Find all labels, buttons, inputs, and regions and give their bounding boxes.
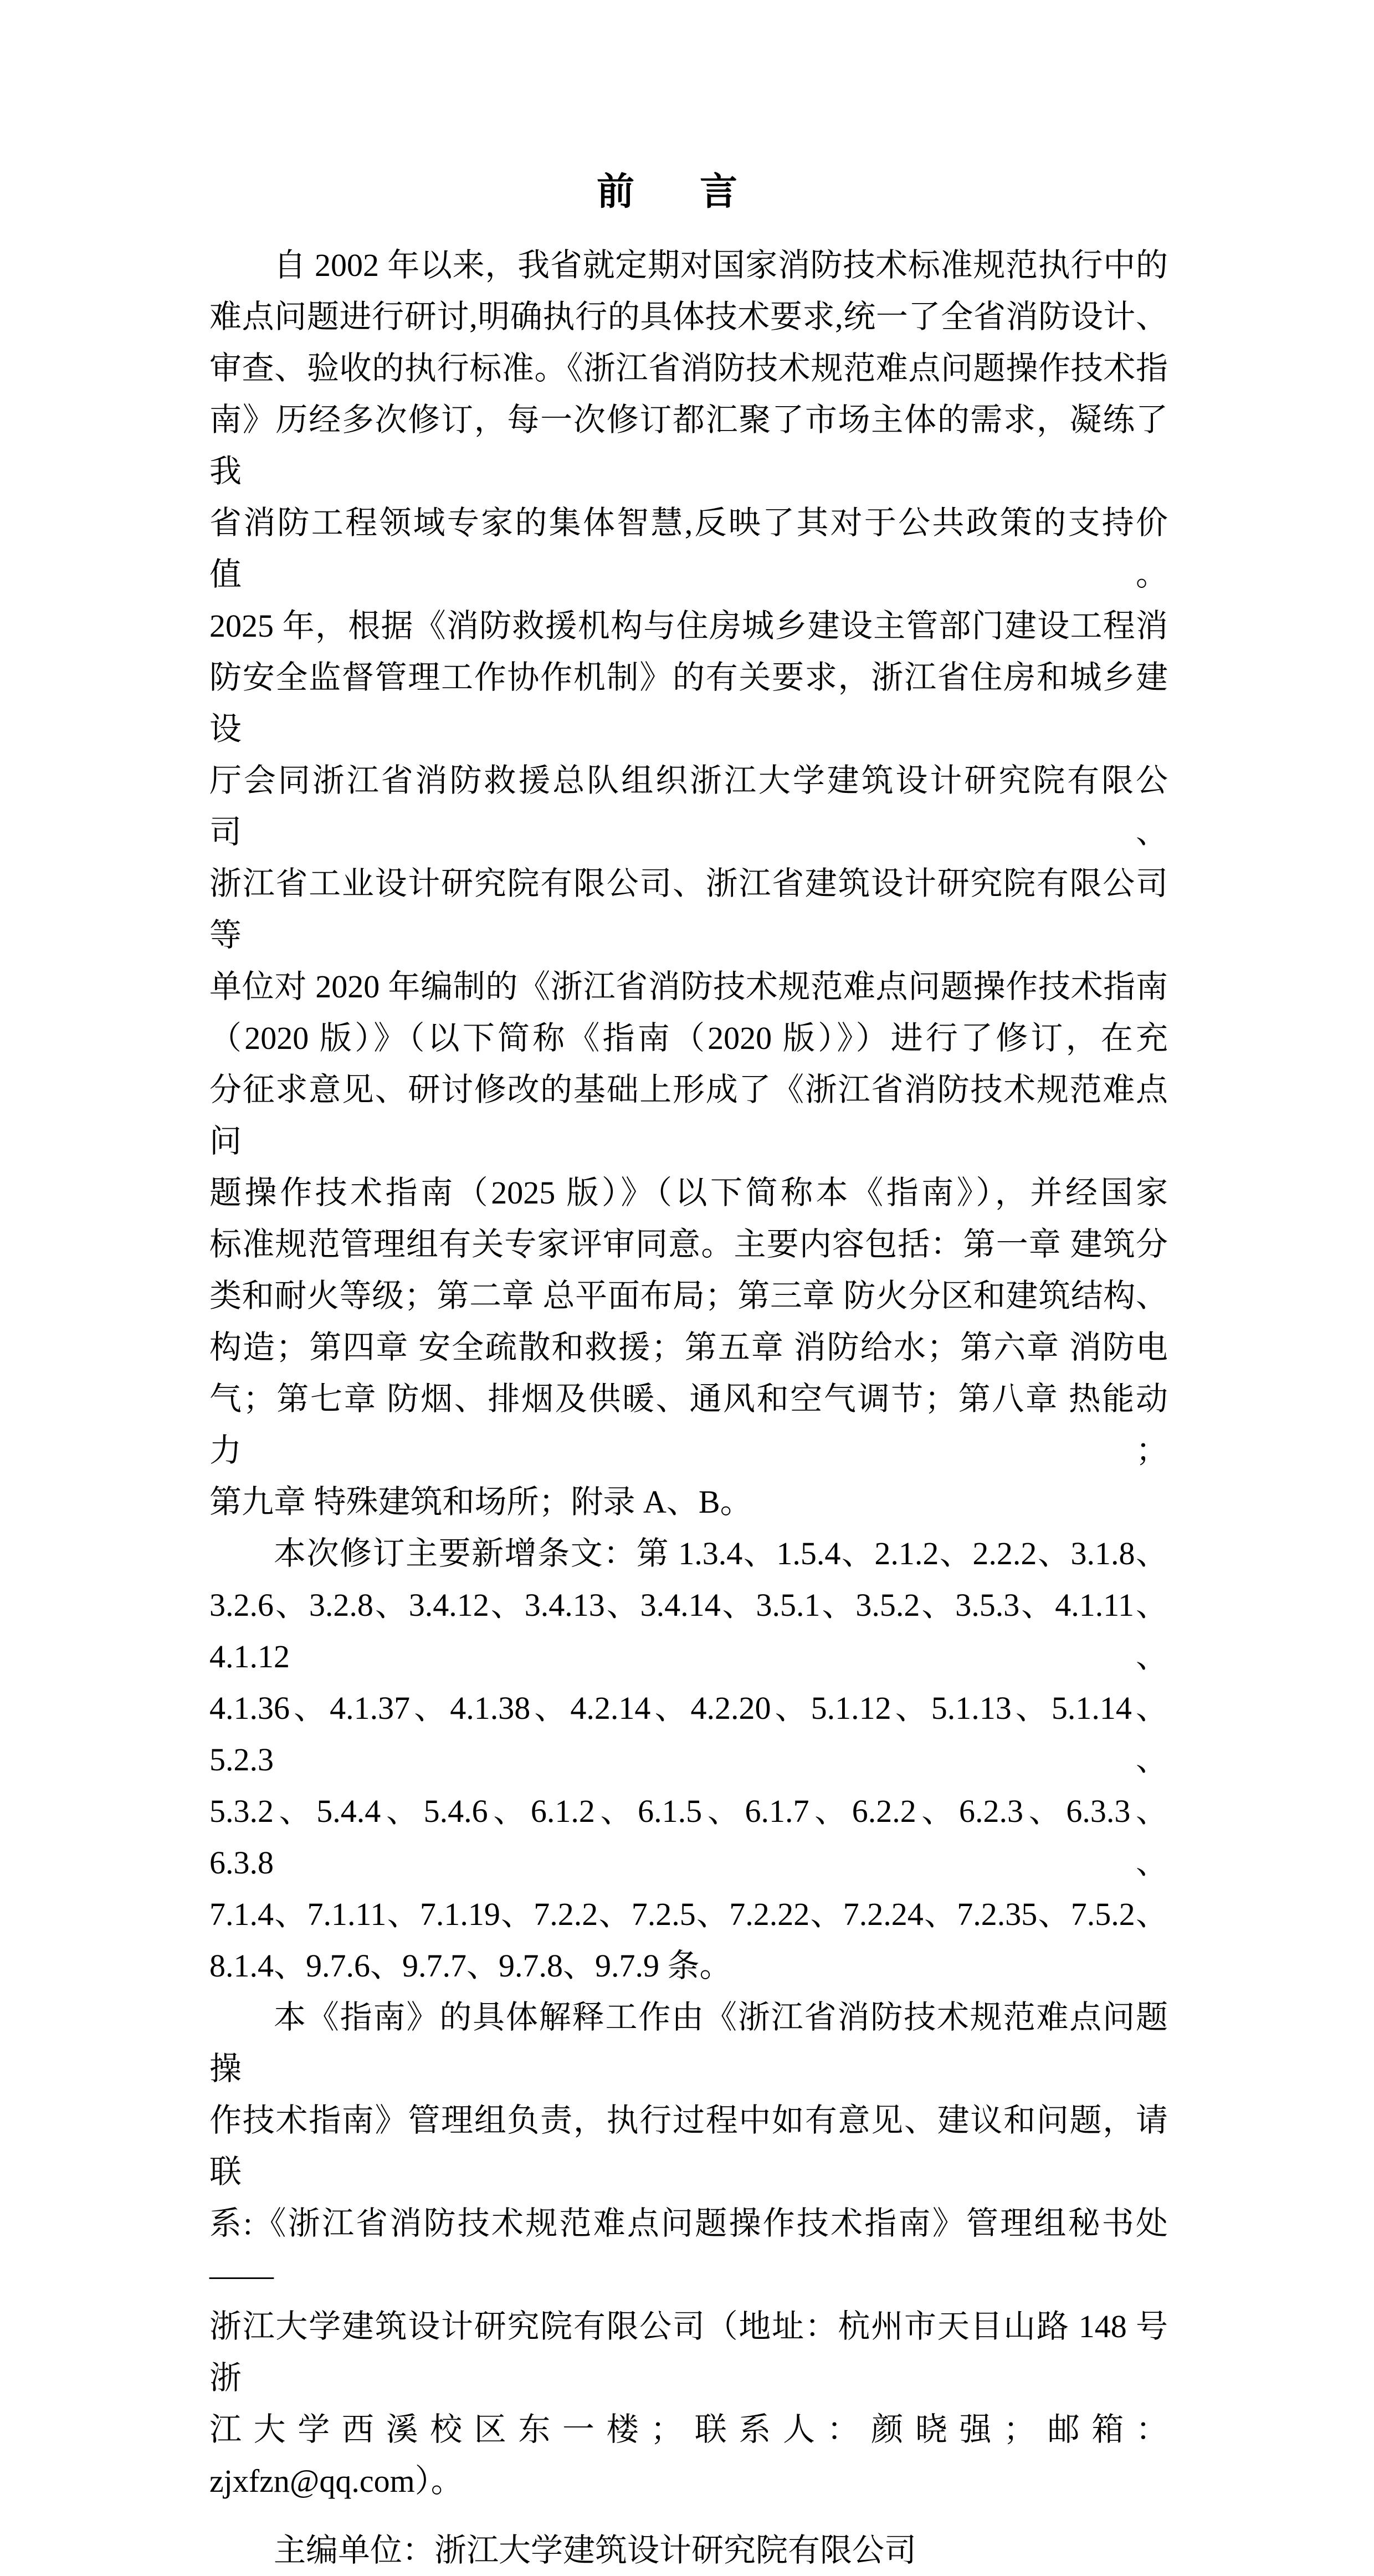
body-line: 江大学西溪校区东一楼；联系人：颜晓强；邮箱：zjxfzn@qq.com）。 — [209, 2411, 1168, 2499]
body-line: 单位对 2020 年编制的《浙江省消防技术规范难点问题操作技术指南 — [209, 969, 1168, 1005]
body-line: 第九章 特殊建筑和场所；附录 A、B。 — [209, 1484, 752, 1520]
body-line: 浙江省工业设计研究院有限公司、浙江省建筑设计研究院有限公司等 — [209, 866, 1168, 953]
page-title-char: 前 — [596, 171, 634, 213]
body-line: 类和耐火等级；第二章 总平面布局；第三章 防火分区和建筑结构、 — [209, 1278, 1168, 1314]
body-line: 难点问题进行研讨,明确执行的具体技术要求,统一了全省消防设计、 — [209, 299, 1168, 335]
body-line: 省消防工程领域专家的集体智慧,反映了其对于公共政策的支持价值。 — [209, 505, 1168, 592]
body-line: 5.3.2、5.4.4、5.4.6、6.1.2、6.1.5、6.1.7、6.2.2、6.2.3、6.3.3、6.3.8、 — [209, 1793, 1168, 1881]
body-line: 防安全监督管理工作协作机制》的有关要求，浙江省住房和城乡建设 — [209, 659, 1168, 747]
body-line: 自 2002 年以来，我省就定期对国家消防技术标准规范执行中的 — [274, 247, 1168, 283]
page-title — [0, 173, 1354, 211]
body-line: 主编单位：浙江大学建筑设计研究院有限公司 — [274, 2532, 917, 2568]
body-line: 构造；第四章 安全疏散和救援；第五章 消防给水；第六章 消防电 — [209, 1329, 1168, 1365]
body-line: 作技术指南》管理组负责，执行过程中如有意见、建议和问题，请联 — [209, 2102, 1168, 2190]
body-line: 本次修订主要新增条文：第 1.3.4、1.5.4、2.1.2、2.2.2、3.1.8、 — [274, 1535, 1168, 1571]
body-line: 3.2.6、3.2.8、3.4.12、3.4.13、3.4.14、3.5.1、3.5.2、3.5.3、4.1.11、4.1.12、 — [209, 1587, 1168, 1674]
body-line: 审查、验收的执行标准。《浙江省消防技术规范难点问题操作技术指 — [209, 350, 1168, 386]
body-line: （2020 版）》（以下简称《指南（2020 版）》）进行了修订，在充 — [209, 1020, 1168, 1056]
body-line: 4.1.36、4.1.37、4.1.38、4.2.14、4.2.20、5.1.12、5.1.13、5.1.14、5.2.3、 — [209, 1690, 1168, 1778]
document-body — [209, 239, 1168, 2576]
page-title-char: 言 — [700, 171, 738, 213]
body-line: 厅会同浙江省消防救援总队组织浙江大学建筑设计研究院有限公司、 — [209, 762, 1168, 850]
body-line: 浙江大学建筑设计研究院有限公司（地址：杭州市天目山路 148 号浙 — [209, 2308, 1168, 2396]
body-line: 2025 年，根据《消防救援机构与住房城乡建设主管部门建设工程消 — [209, 608, 1168, 644]
body-line: 题操作技术指南（2025 版）》（以下简称本《指南》），并经国家 — [209, 1175, 1168, 1211]
body-line: 8.1.4、9.7.6、9.7.7、9.7.8、9.7.9 条。 — [209, 1948, 732, 1984]
body-line: 气；第七章 防烟、排烟及供暖、通风和空气调节；第八章 热能动力； — [209, 1381, 1168, 1468]
body-line: 7.1.4、7.1.11、7.1.19、7.2.2、7.2.5、7.2.22、7.2.24、7.2.35、7.5.2、 — [209, 1896, 1168, 1932]
body-line: 标准规范管理组有关专家评审同意。主要内容包括：第一章 建筑分 — [209, 1226, 1168, 1262]
body-line: 南》历经多次修订，每一次修订都汇聚了市场主体的需求，凝练了我 — [209, 402, 1168, 489]
body-line: 本《指南》的具体解释工作由《浙江省消防技术规范难点问题操 — [209, 1999, 1168, 2087]
body-line: 分征求意见、研讨修改的基础上形成了《浙江省消防技术规范难点问 — [209, 1072, 1168, 1159]
body-line: 系:《浙江省消防技术规范难点问题操作技术指南》管理组秘书处—— — [209, 2205, 1168, 2293]
